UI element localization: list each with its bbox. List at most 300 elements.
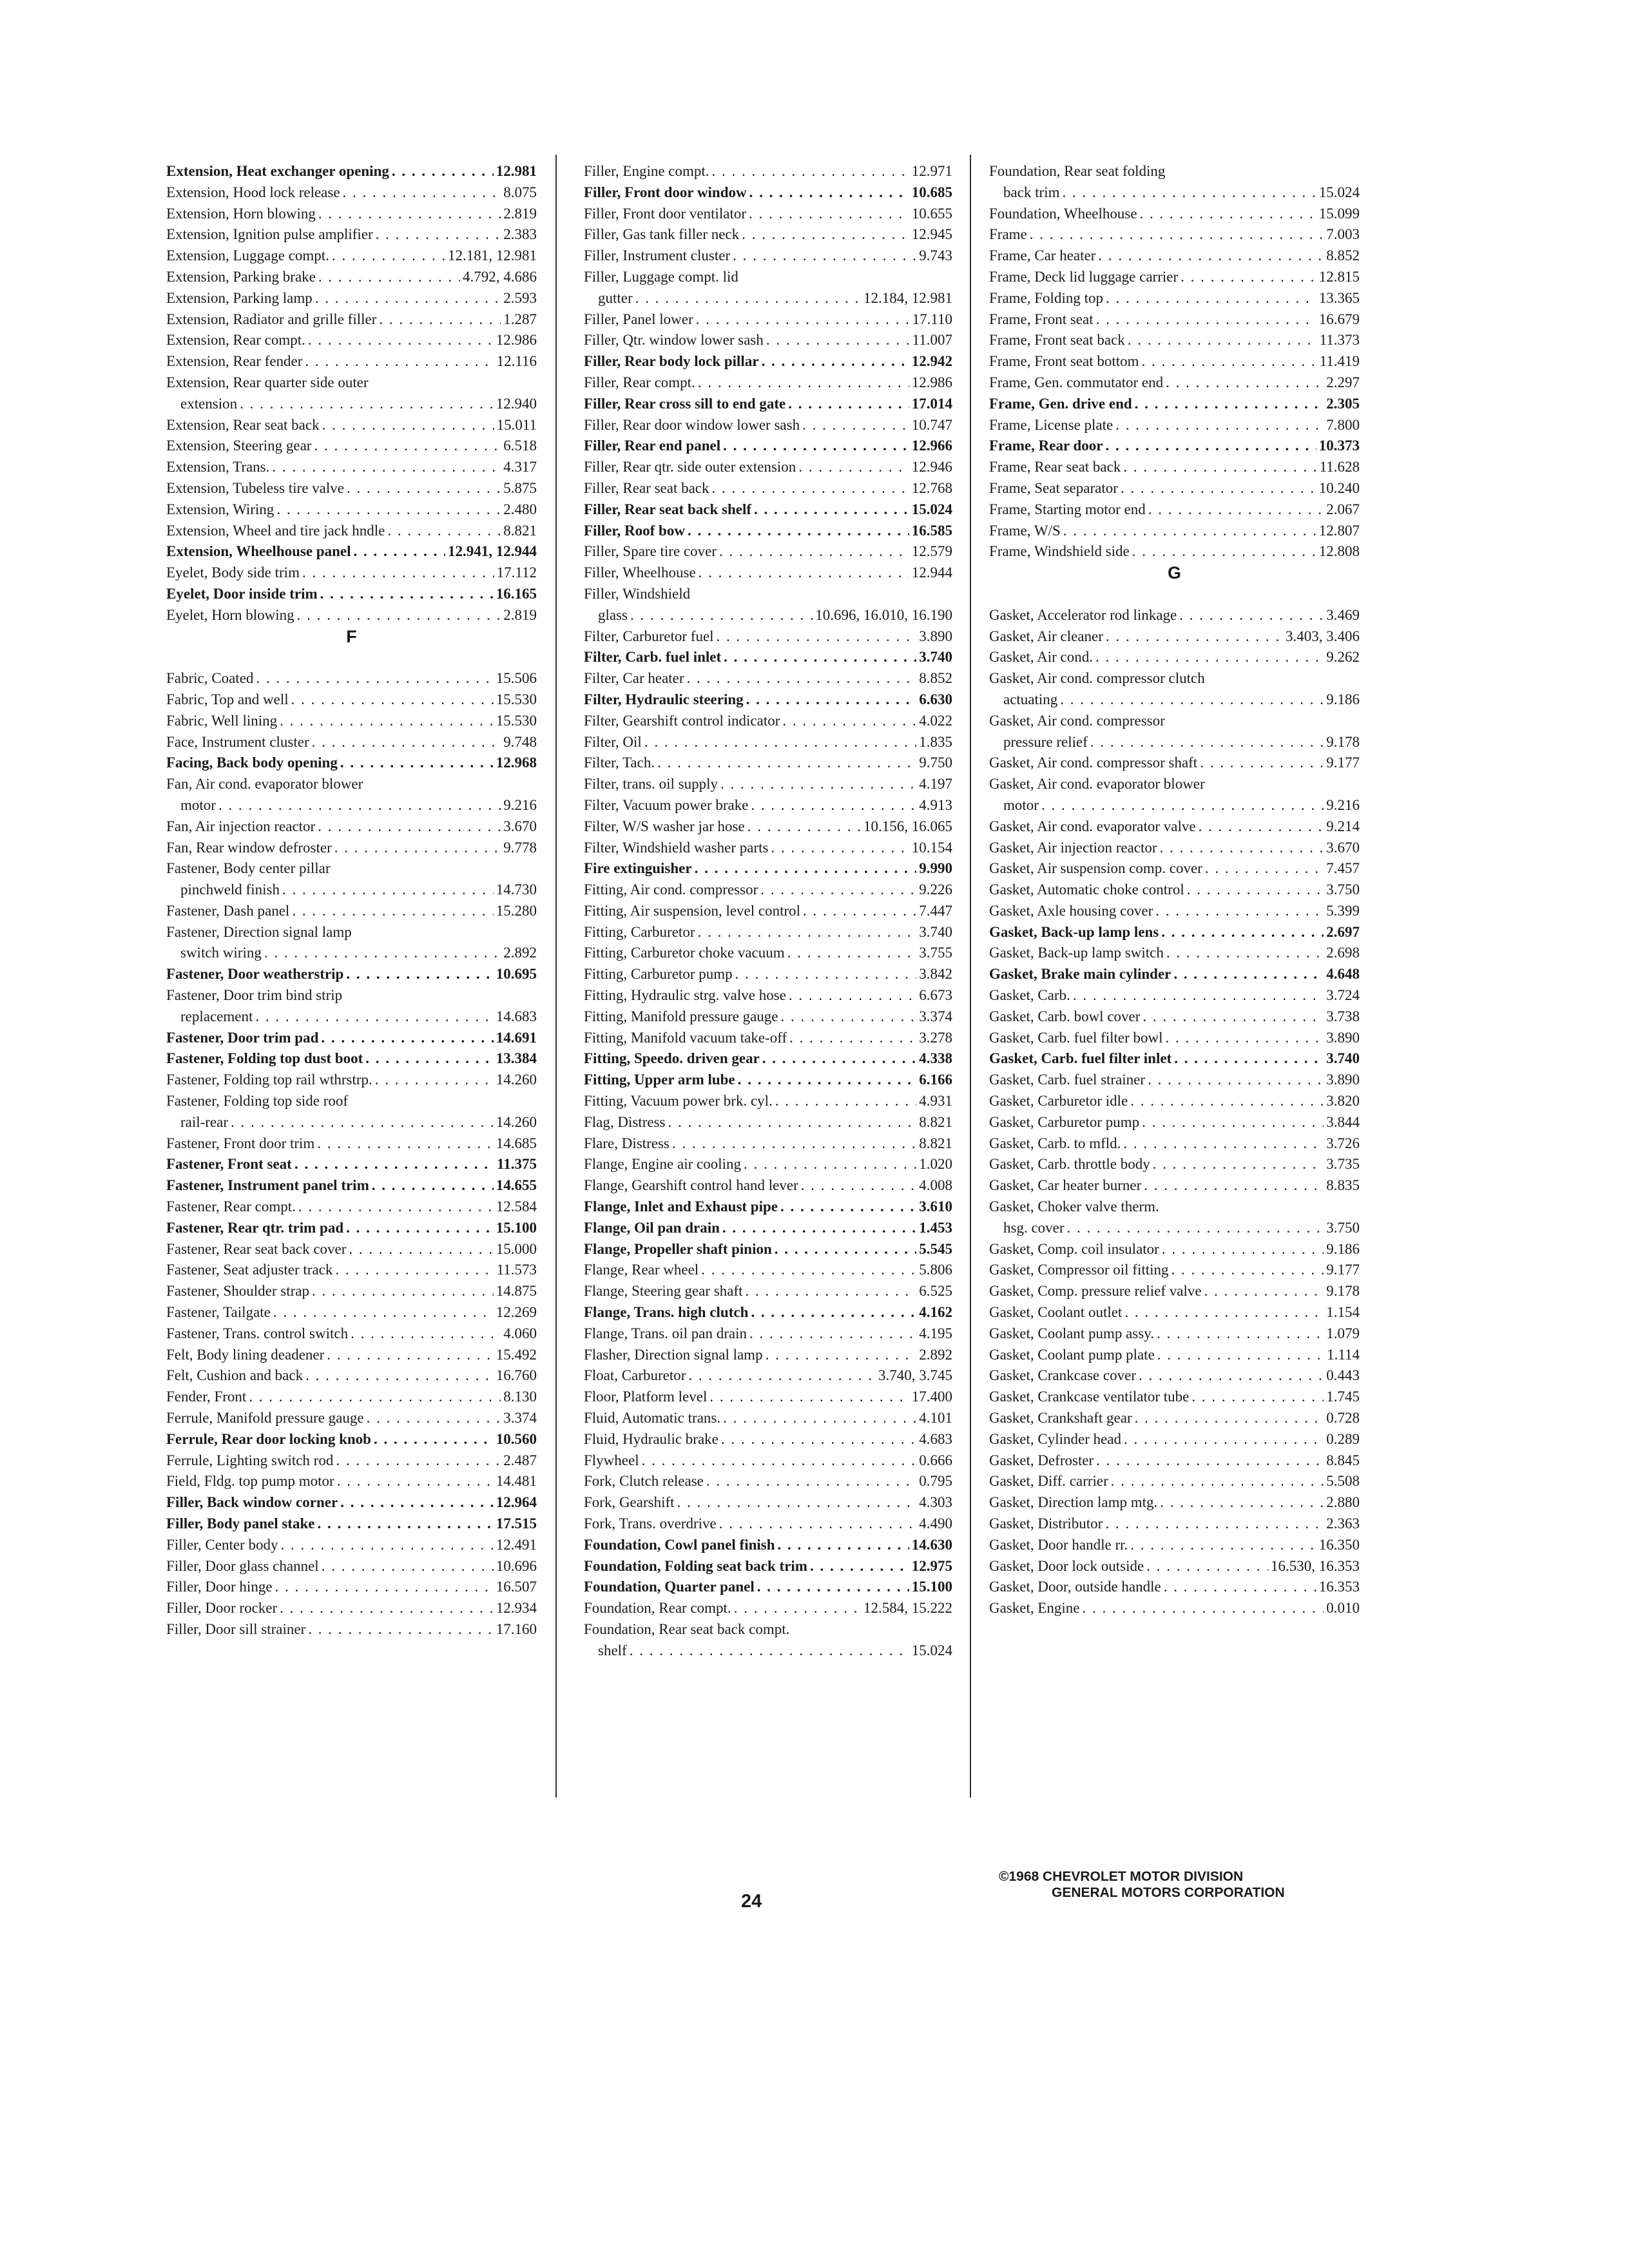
index-entry bbox=[166, 858, 537, 901]
entry-text: shelf bbox=[598, 1642, 627, 1658]
entry-text: Fastener, Front door trim bbox=[166, 1135, 315, 1151]
section-reference: 4.931 bbox=[919, 1093, 952, 1110]
index-entry bbox=[584, 1070, 952, 1091]
index-entry bbox=[989, 1281, 1360, 1302]
section-reference: 12.584, 15.222 bbox=[863, 1600, 952, 1617]
entry-text: Fastener, Folding top dust boot bbox=[166, 1050, 363, 1067]
entry-text: Fire extinguisher bbox=[584, 860, 692, 877]
dot-leader bbox=[340, 1492, 494, 1514]
index-entry bbox=[989, 1345, 1360, 1366]
index-entry bbox=[166, 1450, 537, 1472]
index-entry bbox=[166, 204, 537, 225]
section-reference: 3.890 bbox=[919, 628, 952, 644]
dot-leader bbox=[1124, 1429, 1324, 1450]
index-entry bbox=[989, 372, 1360, 394]
entry-text: Gasket, Comp. pressure relief valve bbox=[989, 1283, 1202, 1300]
index-column-3 bbox=[989, 161, 1360, 1619]
index-entry bbox=[989, 1556, 1360, 1577]
index-entry bbox=[584, 1535, 952, 1556]
section-reference: 15.000 bbox=[496, 1240, 537, 1257]
section-reference: 12.116 bbox=[496, 353, 537, 370]
index-entry bbox=[989, 1133, 1360, 1155]
section-reference: 12.768 bbox=[911, 479, 952, 496]
index-entry bbox=[584, 1028, 952, 1049]
section-reference: 3.740 bbox=[919, 649, 952, 666]
dot-leader bbox=[801, 1175, 917, 1196]
section-reference: 17.160 bbox=[496, 1620, 537, 1637]
dot-leader bbox=[1199, 816, 1324, 838]
dot-leader bbox=[327, 1345, 493, 1366]
index-entry bbox=[989, 1196, 1360, 1239]
section-reference: 3.844 bbox=[1326, 1113, 1360, 1130]
entry-text: Gasket, Air suspension comp. cover bbox=[989, 860, 1202, 877]
index-entry bbox=[989, 838, 1360, 859]
index-entry bbox=[584, 1408, 952, 1429]
dot-leader bbox=[733, 245, 916, 267]
dot-leader bbox=[298, 1196, 494, 1218]
entry-text: Extension, Luggage compt. bbox=[166, 247, 329, 264]
section-reference: 13.384 bbox=[496, 1050, 537, 1067]
dot-leader bbox=[771, 838, 909, 859]
section-reference: 10.373 bbox=[1318, 437, 1360, 454]
entry-text: Fabric, Top and well bbox=[166, 691, 289, 707]
entry-text: Fabric, Well lining bbox=[166, 712, 278, 729]
index-entry bbox=[584, 1239, 952, 1260]
index-entry bbox=[989, 478, 1360, 499]
entry-text: Frame, Starting motor end bbox=[989, 501, 1146, 517]
index-entry bbox=[584, 436, 952, 457]
entry-text: Fitting, Hydraulic strg. valve hose bbox=[584, 987, 786, 1004]
column-divider bbox=[555, 155, 557, 1798]
section-reference: 6.673 bbox=[919, 987, 952, 1004]
index-entry bbox=[584, 499, 952, 521]
entry-text: Extension, Trans. bbox=[166, 459, 270, 476]
entry-text: Gasket, Coolant pump plate bbox=[989, 1346, 1155, 1363]
dot-leader bbox=[351, 1323, 501, 1345]
section-reference: 11.373 bbox=[1319, 332, 1360, 349]
section-reference: 3.670 bbox=[503, 818, 537, 834]
copyright-line-1: ©1968 CHEVROLET MOTOR DIVISION bbox=[999, 1869, 1244, 1884]
index-entry bbox=[166, 584, 537, 605]
entry-text: Gasket, Carb. fuel filter bowl bbox=[989, 1029, 1163, 1046]
entry-text: Eyelet, Horn blowing bbox=[166, 606, 294, 623]
dot-leader bbox=[775, 1091, 916, 1112]
section-reference: 15.280 bbox=[496, 902, 537, 919]
section-reference: 15.506 bbox=[496, 670, 537, 687]
dot-leader bbox=[668, 1112, 917, 1133]
dot-leader bbox=[1146, 1556, 1268, 1577]
entry-text: Foundation, Folding seat back trim bbox=[584, 1557, 807, 1574]
index-entry bbox=[584, 1619, 952, 1662]
dot-leader bbox=[1166, 372, 1324, 394]
index-entry bbox=[989, 1091, 1360, 1112]
section-reference: 9.186 bbox=[1326, 691, 1360, 707]
section-reference: 9.186 bbox=[1326, 1240, 1360, 1257]
entry-text: Gasket, Air cond. compressor bbox=[989, 712, 1165, 729]
index-entry bbox=[166, 985, 537, 1028]
section-reference: 2.487 bbox=[503, 1452, 537, 1468]
section-reference: 3.820 bbox=[1326, 1093, 1360, 1110]
index-entry bbox=[989, 668, 1360, 711]
section-reference: 10.685 bbox=[911, 184, 952, 200]
dot-leader bbox=[291, 689, 494, 711]
dot-leader bbox=[724, 647, 916, 668]
index-entry bbox=[989, 1239, 1360, 1260]
entry-text: Fitting, Carburetor bbox=[584, 923, 695, 940]
section-reference: 17.014 bbox=[911, 395, 952, 412]
entry-text: Fastener, Door trim pad bbox=[166, 1029, 319, 1046]
index-entry bbox=[584, 1302, 952, 1323]
entry-text: Filler, Door sill strainer bbox=[166, 1620, 306, 1637]
entry-text: Flange, Oil pan drain bbox=[584, 1219, 720, 1236]
section-reference: 12.934 bbox=[496, 1600, 537, 1617]
index-column-1 bbox=[166, 161, 537, 1640]
section-reference: 9.750 bbox=[919, 754, 952, 771]
section-reference: 12.815 bbox=[1318, 268, 1360, 285]
dot-leader bbox=[1135, 1408, 1324, 1429]
entry-text: Filler, Front door ventilator bbox=[584, 205, 747, 222]
dot-leader bbox=[1105, 1514, 1324, 1535]
section-reference: 12.491 bbox=[496, 1536, 537, 1553]
entry-text: Gasket, Carb. throttle body bbox=[989, 1156, 1150, 1173]
section-reference: 10.240 bbox=[1318, 479, 1360, 496]
dot-leader bbox=[701, 1260, 916, 1281]
dot-leader bbox=[1148, 499, 1324, 521]
dot-leader bbox=[1063, 521, 1316, 542]
entry-text: pressure relief bbox=[1003, 733, 1088, 750]
section-reference: 7.447 bbox=[919, 902, 952, 919]
section-reference: 11.628 bbox=[1319, 459, 1360, 476]
section-reference: 1.154 bbox=[1326, 1304, 1360, 1321]
entry-text: Gasket, Comp. coil insulator bbox=[989, 1240, 1159, 1257]
entry-text: back trim bbox=[1003, 184, 1060, 200]
section-reference: 12.181, 12.981 bbox=[448, 247, 537, 264]
dot-leader bbox=[1205, 858, 1324, 879]
entry-text: Floor, Platform level bbox=[584, 1389, 708, 1405]
index-entry bbox=[584, 943, 952, 964]
index-entry bbox=[584, 394, 952, 415]
entry-text: extension bbox=[180, 395, 238, 412]
dot-leader bbox=[657, 753, 916, 774]
entry-text: Flare, Distress bbox=[584, 1135, 670, 1151]
entry-text: Gasket, Cylinder head bbox=[989, 1430, 1122, 1447]
dot-leader bbox=[780, 1196, 916, 1218]
section-reference: 10.695 bbox=[496, 966, 537, 983]
section-reference: 2.819 bbox=[503, 205, 537, 222]
index-entry bbox=[584, 711, 952, 732]
dot-leader bbox=[1162, 1239, 1324, 1260]
entry-text: Gasket, Air cond. compressor clutch bbox=[989, 670, 1205, 687]
section-reference: 5.875 bbox=[503, 479, 537, 496]
entry-text: Filler, Center body bbox=[166, 1536, 278, 1553]
section-reference: 3.890 bbox=[1326, 1072, 1360, 1088]
section-reference: 12.968 bbox=[496, 754, 537, 771]
entry-text: Gasket, Door, outside handle bbox=[989, 1579, 1161, 1595]
dot-leader bbox=[1166, 943, 1324, 964]
entry-text: Gasket, Carb. fuel strainer bbox=[989, 1072, 1146, 1088]
index-entry bbox=[584, 1429, 952, 1450]
dot-leader bbox=[760, 879, 916, 901]
section-reference: 0.289 bbox=[1326, 1430, 1360, 1447]
dot-leader bbox=[280, 1535, 493, 1556]
dot-leader bbox=[294, 1154, 494, 1175]
dot-leader bbox=[375, 1070, 494, 1091]
entry-text: Fabric, Coated bbox=[166, 670, 254, 687]
section-reference: 12.975 bbox=[911, 1557, 952, 1574]
dot-leader bbox=[346, 964, 493, 985]
index-entry bbox=[584, 816, 952, 838]
index-entry bbox=[989, 985, 1360, 1006]
dot-leader bbox=[1148, 1070, 1324, 1091]
section-reference: 3.755 bbox=[919, 945, 952, 961]
index-entry bbox=[989, 330, 1360, 351]
dot-leader bbox=[1124, 1302, 1324, 1323]
index-entry bbox=[166, 1345, 537, 1366]
index-entry bbox=[166, 267, 537, 288]
index-entry bbox=[989, 1387, 1360, 1408]
index-entry bbox=[989, 521, 1360, 542]
dot-leader bbox=[1030, 224, 1324, 245]
index-entry bbox=[584, 267, 952, 309]
index-entry bbox=[166, 1365, 537, 1387]
dot-leader bbox=[697, 922, 916, 943]
dot-leader bbox=[1164, 1577, 1316, 1598]
section-reference: 9.226 bbox=[919, 881, 952, 898]
dot-leader bbox=[340, 753, 494, 774]
index-entry bbox=[584, 774, 952, 795]
index-entry bbox=[166, 161, 537, 182]
index-entry bbox=[166, 1260, 537, 1281]
section-reference: 7.800 bbox=[1326, 416, 1360, 433]
index-entry bbox=[166, 1323, 537, 1345]
section-reference: 12.184, 12.981 bbox=[863, 289, 952, 306]
index-entry bbox=[989, 605, 1360, 626]
index-entry bbox=[166, 499, 537, 521]
entry-text: Filler, Front door window bbox=[584, 184, 747, 200]
section-reference: 8.835 bbox=[1326, 1177, 1360, 1194]
entry-text: Gasket, Defroster bbox=[989, 1452, 1094, 1468]
dot-leader bbox=[1191, 1387, 1324, 1408]
section-reference: 3.750 bbox=[1326, 1219, 1360, 1236]
entry-text: Extension, Rear seat back bbox=[166, 416, 320, 433]
dot-leader bbox=[706, 1471, 916, 1492]
entry-text: Frame, Deck lid luggage carrier bbox=[989, 268, 1179, 285]
dot-leader bbox=[754, 499, 909, 521]
entry-text: Gasket, Air cleaner bbox=[989, 628, 1103, 644]
dot-leader bbox=[1123, 1133, 1324, 1155]
index-entry bbox=[166, 838, 537, 859]
section-reference: 14.730 bbox=[496, 881, 537, 898]
entry-text: Fan, Rear window defroster bbox=[166, 839, 332, 856]
section-reference: 16.350 bbox=[1318, 1536, 1360, 1553]
index-entry bbox=[989, 457, 1360, 478]
entry-text: Ferrule, Lighting switch rod bbox=[166, 1452, 334, 1468]
entry-text: Fastener, Trans. control switch bbox=[166, 1325, 349, 1341]
index-entry bbox=[584, 753, 952, 774]
entry-text: Gasket, Air cond. evaporator valve bbox=[989, 818, 1196, 834]
dot-leader bbox=[688, 521, 909, 542]
section-reference: 12.945 bbox=[911, 226, 952, 243]
index-entry bbox=[989, 858, 1360, 879]
entry-text: Extension, Wheelhouse panel bbox=[166, 543, 351, 560]
dot-leader bbox=[318, 816, 501, 838]
dot-leader bbox=[1063, 182, 1316, 204]
entry-text: Filter, Car heater bbox=[584, 670, 684, 687]
entry-text: Frame, Rear door bbox=[989, 437, 1103, 454]
entry-text: Extension, Heat exchanger opening bbox=[166, 163, 389, 179]
dot-leader bbox=[1106, 626, 1283, 648]
entry-text: Frame, W/S bbox=[989, 522, 1061, 539]
section-reference: 12.940 bbox=[496, 395, 537, 412]
entry-text: Filler, Back window corner bbox=[166, 1494, 338, 1511]
dot-leader bbox=[334, 838, 501, 859]
section-reference: 9.216 bbox=[1326, 796, 1360, 813]
section-reference: 16.760 bbox=[496, 1367, 537, 1384]
dot-leader bbox=[1139, 1365, 1324, 1387]
dot-leader bbox=[642, 1450, 917, 1472]
section-reference: 2.480 bbox=[503, 501, 537, 517]
dot-leader bbox=[280, 711, 494, 732]
index-entry bbox=[989, 499, 1360, 521]
section-reference: 4.792, 4.686 bbox=[463, 268, 537, 285]
section-reference: 4.101 bbox=[919, 1410, 952, 1427]
dot-leader bbox=[1142, 1006, 1324, 1028]
section-reference: 5.508 bbox=[1326, 1473, 1360, 1490]
section-reference: 8.075 bbox=[503, 184, 537, 200]
index-entry bbox=[166, 182, 537, 204]
index-entry bbox=[989, 1365, 1360, 1387]
dot-leader bbox=[789, 985, 916, 1006]
dot-leader bbox=[218, 795, 501, 816]
dot-leader bbox=[751, 795, 916, 816]
entry-text: Gasket, Direction lamp mtg. bbox=[989, 1494, 1158, 1511]
entry-text: Filler, Windshield bbox=[584, 585, 691, 602]
index-entry bbox=[584, 1387, 952, 1408]
index-entry bbox=[584, 901, 952, 922]
dot-leader bbox=[314, 436, 501, 457]
index-entry bbox=[166, 1091, 537, 1133]
dot-leader bbox=[249, 1387, 501, 1408]
entry-text: Gasket, Distributor bbox=[989, 1515, 1103, 1532]
entry-text: Fastener, Folding top side roof bbox=[166, 1093, 349, 1110]
index-entry bbox=[584, 1218, 952, 1239]
section-reference: 3.610 bbox=[919, 1198, 952, 1215]
index-entry bbox=[584, 985, 952, 1006]
section-reference: 3.740 bbox=[1326, 1050, 1360, 1067]
dot-leader bbox=[802, 415, 909, 436]
section-reference: 3.403, 3.406 bbox=[1286, 628, 1360, 644]
index-entry bbox=[166, 1577, 537, 1598]
section-reference: 12.971 bbox=[911, 163, 952, 179]
dot-leader bbox=[798, 457, 909, 478]
index-entry bbox=[584, 647, 952, 668]
dot-leader bbox=[1130, 1535, 1316, 1556]
entry-text: Frame, Rear seat back bbox=[989, 459, 1121, 476]
section-reference: 12.964 bbox=[496, 1494, 537, 1511]
section-reference: 2.297 bbox=[1326, 374, 1360, 390]
dot-leader bbox=[1173, 964, 1324, 985]
index-entry bbox=[166, 415, 537, 436]
dot-leader bbox=[1200, 753, 1324, 774]
entry-text: Gasket, Compressor oil fitting bbox=[989, 1262, 1169, 1278]
index-entry bbox=[584, 689, 952, 711]
entry-text: Filter, Hydraulic steering bbox=[584, 691, 744, 707]
dot-leader bbox=[387, 521, 501, 542]
section-reference: 12.944 bbox=[911, 564, 952, 581]
dot-leader bbox=[1142, 351, 1317, 372]
section-reference: 0.666 bbox=[919, 1452, 952, 1468]
section-reference: 6.630 bbox=[919, 691, 952, 707]
dot-leader bbox=[322, 415, 494, 436]
dot-leader bbox=[276, 499, 501, 521]
entry-text: gutter bbox=[598, 289, 633, 306]
entry-text: Flasher, Direction signal lamp bbox=[584, 1346, 763, 1363]
dot-leader bbox=[315, 288, 501, 309]
section-reference: 9.748 bbox=[503, 733, 537, 750]
index-entry bbox=[166, 711, 537, 732]
entry-text: glass bbox=[598, 606, 628, 623]
section-reference: 5.399 bbox=[1326, 902, 1360, 919]
dot-leader bbox=[782, 711, 916, 732]
entry-text: rail-rear bbox=[180, 1113, 229, 1130]
dot-leader bbox=[698, 372, 909, 394]
entry-text: Gasket, Axle housing cover bbox=[989, 902, 1153, 919]
entry-text: Foundation, Quarter panel bbox=[584, 1579, 755, 1595]
section-reference: 10.154 bbox=[911, 839, 952, 856]
section-reference: 16.585 bbox=[911, 522, 952, 539]
section-reference: 7.003 bbox=[1326, 226, 1360, 243]
entry-text: Extension, Horn blowing bbox=[166, 205, 316, 222]
entry-text: Filter, Carburetor fuel bbox=[584, 628, 714, 644]
section-reference: 14.691 bbox=[496, 1029, 537, 1046]
entry-text: Ferrule, Manifold pressure gauge bbox=[166, 1410, 364, 1427]
entry-text: Fork, Gearshift bbox=[584, 1494, 675, 1511]
entry-text: replacement bbox=[180, 1008, 253, 1024]
index-entry bbox=[584, 161, 952, 182]
index-entry bbox=[166, 1133, 537, 1155]
entry-text: Filler, Qtr. window lower sash bbox=[584, 332, 764, 349]
index-entry bbox=[584, 626, 952, 648]
index-entry bbox=[989, 394, 1360, 415]
section-reference: 16.165 bbox=[496, 585, 537, 602]
entry-text: Gasket, Back-up lamp switch bbox=[989, 945, 1164, 961]
index-entry bbox=[989, 816, 1360, 838]
dot-leader bbox=[1160, 838, 1324, 859]
index-entry bbox=[166, 605, 537, 626]
entry-text: Gasket, Engine bbox=[989, 1600, 1080, 1617]
entry-text: Fastener, Folding top rail wthrstrp. bbox=[166, 1072, 372, 1088]
dot-leader bbox=[1060, 689, 1324, 711]
dot-leader bbox=[1095, 647, 1324, 668]
dot-leader bbox=[1121, 478, 1316, 499]
index-entry bbox=[584, 858, 952, 879]
entry-text: Fork, Trans. overdrive bbox=[584, 1515, 717, 1532]
entry-text: Fastener, Dash panel bbox=[166, 902, 290, 919]
dot-leader bbox=[1111, 1471, 1324, 1492]
entry-text: Filler, Roof bow bbox=[584, 522, 685, 539]
index-entry bbox=[989, 351, 1360, 372]
dot-leader bbox=[762, 1048, 916, 1070]
entry-text: Gasket, Diff. carrier bbox=[989, 1473, 1108, 1490]
section-reference: 9.214 bbox=[1326, 818, 1360, 834]
entry-text: Filler, Rear seat back bbox=[584, 479, 709, 496]
section-spacer bbox=[989, 584, 1360, 605]
section-reference: 9.778 bbox=[503, 839, 537, 856]
dot-leader bbox=[1153, 1154, 1324, 1175]
entry-text: Frame, Front seat back bbox=[989, 332, 1125, 349]
index-entry bbox=[584, 330, 952, 351]
index-entry bbox=[989, 1302, 1360, 1323]
